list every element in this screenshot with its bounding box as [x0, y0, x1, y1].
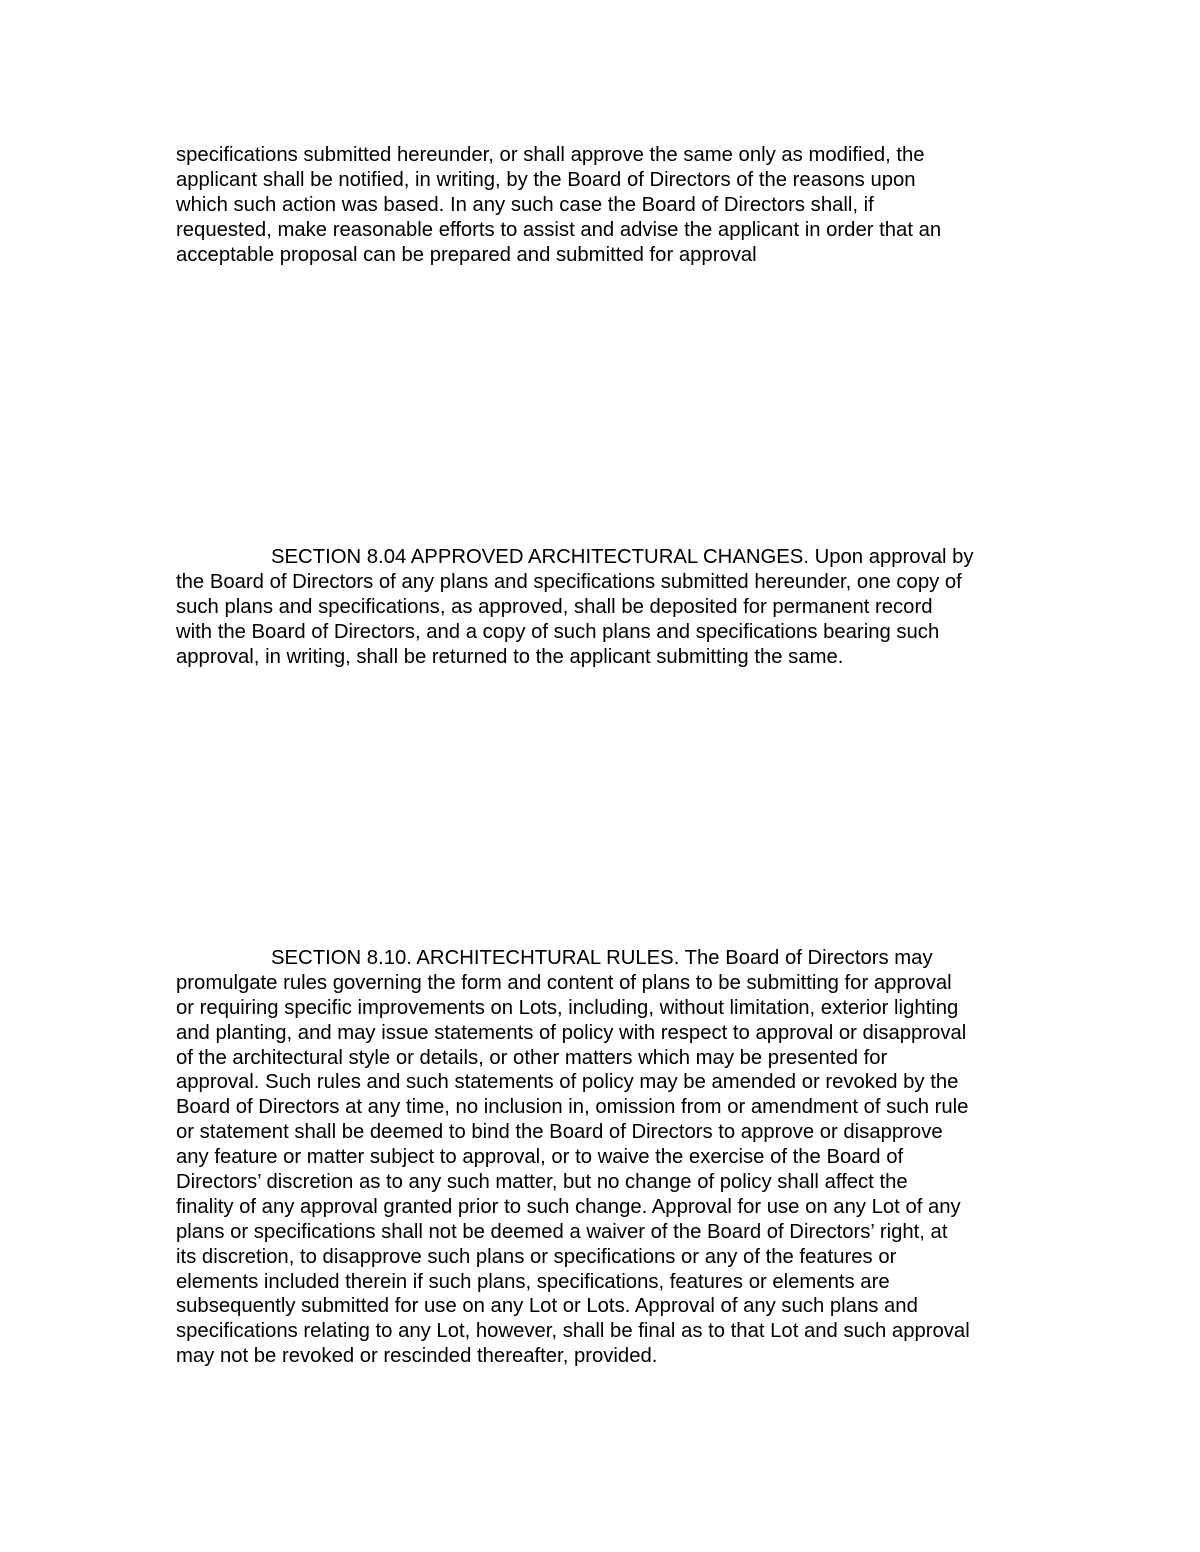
paragraph-continuation	[176, 143, 1036, 267]
text-line: Board of Directors at any time, no inclusion in, omission from or amendment of such rule	[176, 1096, 969, 1119]
text-line: acceptable proposal can be prepared and submitted for approval	[176, 243, 757, 266]
text-line: finality of any approval granted prior to such change. Approval for use on any Lot of any	[176, 1195, 961, 1218]
text-line: plans or specifications shall not be deemed a waiver of the Board of Directors’ right, at	[176, 1220, 948, 1243]
section-heading-line: SECTION 8.10. ARCHITECHTURAL RULES. The Board of Directors may	[271, 947, 933, 969]
text-line: Directors’ discretion as to any such matter, but no change of policy shall affect the	[176, 1171, 908, 1194]
text-line: its discretion, to disapprove such plans or specifications or any of the features or	[176, 1245, 897, 1268]
text-line: approval, in writing, shall be returned to the applicant submitting the same.	[176, 645, 844, 668]
text-line: elements included therein if such plans, specifications, features or elements are	[176, 1270, 890, 1293]
text-line: applicant shall be notified, in writing, by the Board of Directors of the reasons upon	[176, 168, 916, 191]
text-line: of the architectural style or details, or other matters which may be presented for	[176, 1046, 888, 1069]
text-line: approval. Such rules and such statements of policy may be amended or revoked by the	[176, 1071, 959, 1094]
text-line: which such action was based. In any such case the Board of Directors shall, if	[176, 193, 874, 216]
text-line: or statement shall be deemed to bind the Board of Directors to approve or disapprove	[176, 1121, 943, 1144]
text-line: specifications submitted hereunder, or shall approve the same only as modified, the	[176, 144, 925, 166]
text-line: with the Board of Directors, and a copy of such plans and specifications bearing such	[176, 620, 940, 643]
text-line: the Board of Directors of any plans and specifications submitted hereunder, one copy of	[176, 570, 962, 593]
text-line: specifications relating to any Lot, however, shall be final as to that Lot and such approval	[176, 1320, 970, 1343]
text-line: such plans and specifications, as approved, shall be deposited for permanent record	[176, 595, 933, 618]
text-line: subsequently submitted for use on any Lot or Lots. Approval of any such plans and	[176, 1295, 918, 1318]
text-line: may not be revoked or rescinded thereafter, provided.	[176, 1345, 658, 1368]
text-line: or requiring specific improvements on Lots, including, without limitation, exterior lighting	[176, 996, 959, 1019]
section-8-04-paragraph	[176, 545, 1036, 669]
text-line: any feature or matter subject to approval, or to waive the exercise of the Board of	[176, 1146, 904, 1169]
text-line: promulgate rules governing the form and content of plans to be submitting for approval	[176, 971, 952, 994]
text-line: requested, make reasonable efforts to assist and advise the applicant in order that an	[176, 218, 942, 241]
section-8-10-paragraph	[176, 946, 1036, 1369]
text-line: and planting, and may issue statements of policy with respect to approval or disapproval	[176, 1021, 967, 1044]
section-heading-line: SECTION 8.04 APPROVED ARCHITECTURAL CHANGES. Upon approval by	[271, 546, 974, 568]
